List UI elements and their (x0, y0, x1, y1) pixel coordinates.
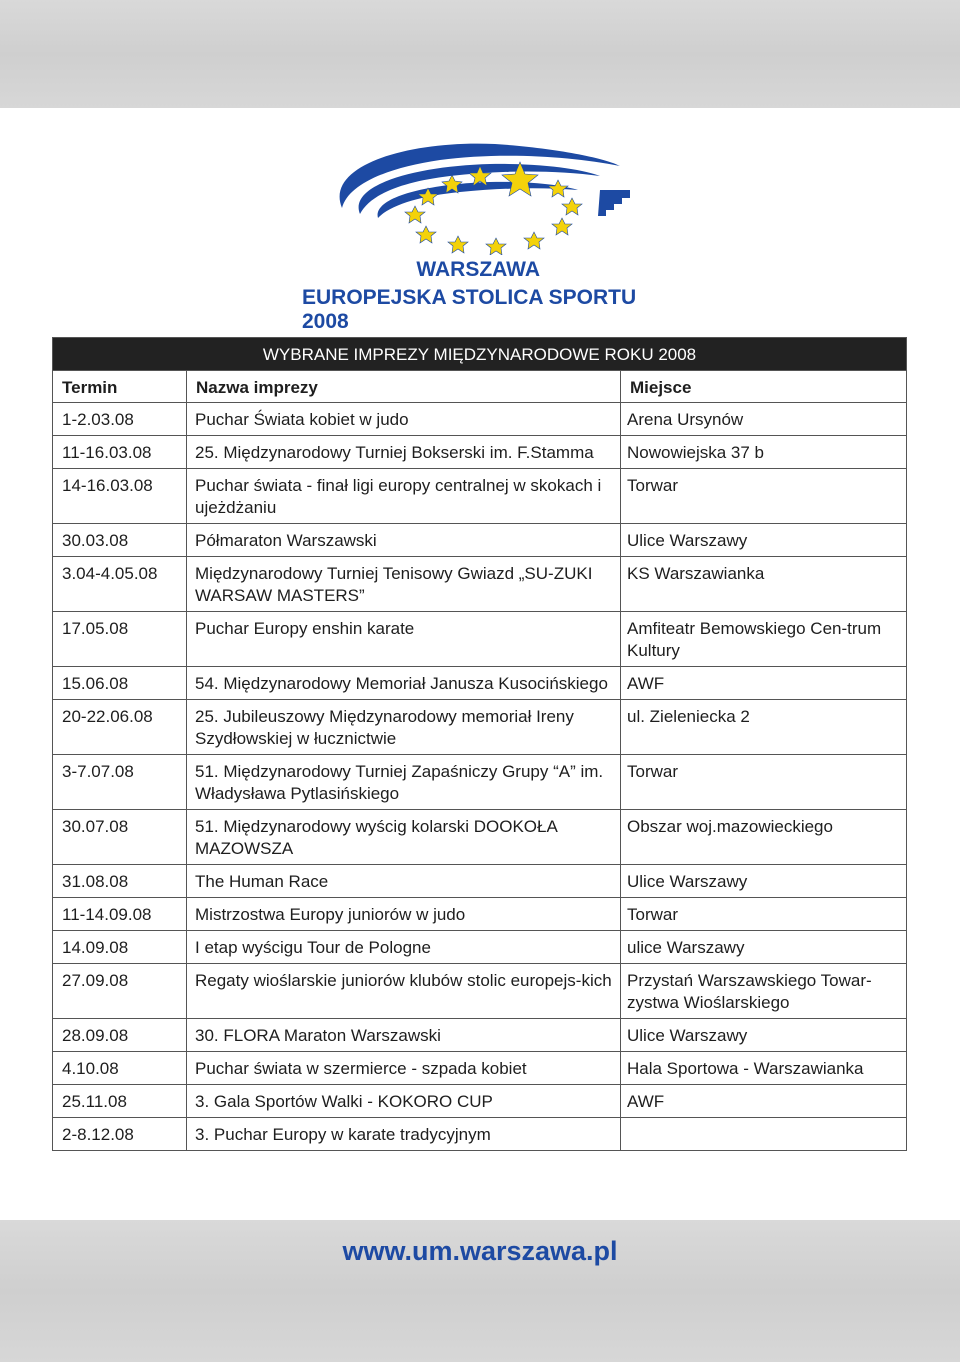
logo-city: WARSZAWA (416, 258, 540, 281)
row-name: Puchar Świata kobiet w judo (187, 403, 621, 436)
row-name: Międzynarodowy Turniej Tenisowy Gwiazd „SU-ZUKI WARSAW MASTERS” (187, 557, 621, 612)
table-row (53, 898, 907, 931)
row-term: 11-16.03.08 (53, 436, 187, 469)
table-row (53, 755, 907, 810)
row-name: 3. Puchar Europy w karate tradycyjnym (187, 1118, 621, 1151)
table-row (53, 557, 907, 612)
row-place: Amfiteatr Bemowskiego Cen-trum Kultury (621, 612, 907, 667)
row-place: ulice Warszawy (621, 931, 907, 964)
row-term: 30.07.08 (53, 810, 187, 865)
row-term: 17.05.08 (53, 612, 187, 667)
row-term: 28.09.08 (53, 1019, 187, 1052)
table-row (53, 865, 907, 898)
row-place: Torwar (621, 755, 907, 810)
row-name: Puchar świata - finał ligi europy centralnej w skokach i ujeżdżaniu (187, 469, 621, 524)
table-row (53, 1118, 907, 1151)
row-place: Ulice Warszawy (621, 524, 907, 557)
row-place: AWF (621, 1085, 907, 1118)
table-row (53, 436, 907, 469)
row-place: KS Warszawianka (621, 557, 907, 612)
row-place: AWF (621, 667, 907, 700)
table-row (53, 964, 907, 1019)
row-place: Arena Ursynów (621, 403, 907, 436)
row-term: 14-16.03.08 (53, 469, 187, 524)
row-name: 51. Międzynarodowy Turniej Zapaśniczy Grupy “A” im. Władysława Pytlasińskiego (187, 755, 621, 810)
row-place: Ulice Warszawy (621, 865, 907, 898)
table-row (53, 700, 907, 755)
table-row (53, 810, 907, 865)
row-place: Ulice Warszawy (621, 1019, 907, 1052)
row-place (621, 1118, 907, 1151)
row-name: Puchar świata w szermierce - szpada kobiet (187, 1052, 621, 1085)
row-name: 25. Jubileuszowy Międzynarodowy memoriał Ireny Szydłowskiej w łucznictwie (187, 700, 621, 755)
row-term: 15.06.08 (53, 667, 187, 700)
row-term: 30.03.08 (53, 524, 187, 557)
table-row (53, 1052, 907, 1085)
top-gray-band (0, 0, 960, 108)
row-name: 25. Międzynarodowy Turniej Bokserski im. F.Stamma (187, 436, 621, 469)
table-row (53, 1085, 907, 1118)
row-place: Torwar (621, 898, 907, 931)
row-term: 27.09.08 (53, 964, 187, 1019)
header-place: Miejsce (621, 371, 907, 403)
logo-subtitle: EUROPEJSKA STOLICA SPORTU 2008 (302, 286, 637, 333)
event-logo (300, 120, 680, 333)
row-place: Przystań Warszawskiego Towar-zystwa Wioślarskiego (621, 964, 907, 1019)
row-name: Puchar Europy enshin karate (187, 612, 621, 667)
row-place: ul. Zieleniecka 2 (621, 700, 907, 755)
row-name: I etap wyścigu Tour de Pologne (187, 931, 621, 964)
footer-url[interactable]: www.um.warszawa.pl (342, 1236, 618, 1266)
row-name: Regaty wioślarskie juniorów klubów stolic europejs-kich (187, 964, 621, 1019)
header-name: Nazwa imprezy (187, 371, 621, 403)
table-row (53, 612, 907, 667)
row-name: Mistrzostwa Europy juniorów w judo (187, 898, 621, 931)
table-title-row (53, 338, 907, 371)
table-row (53, 469, 907, 524)
row-place: Torwar (621, 469, 907, 524)
row-term: 11-14.09.08 (53, 898, 187, 931)
events-table (52, 337, 907, 1151)
row-term: 31.08.08 (53, 865, 187, 898)
header-term: Termin (53, 371, 187, 403)
table-title: WYBRANE IMPREZY MIĘDZYNARODOWE ROKU 2008 (53, 338, 907, 371)
row-name: Półmaraton Warszawski (187, 524, 621, 557)
row-term: 1-2.03.08 (53, 403, 187, 436)
table-row (53, 524, 907, 557)
row-term: 20-22.06.08 (53, 700, 187, 755)
row-term: 2-8.12.08 (53, 1118, 187, 1151)
row-place: Obszar woj.mazowieckiego (621, 810, 907, 865)
row-name: 51. Międzynarodowy wyścig kolarski DOOKOŁA MAZOWSZA (187, 810, 621, 865)
table-row (53, 1019, 907, 1052)
row-name: The Human Race (187, 865, 621, 898)
row-term: 3.04-4.05.08 (53, 557, 187, 612)
star-ring-logo-icon (330, 130, 650, 255)
row-term: 3-7.07.08 (53, 755, 187, 810)
table-row (53, 931, 907, 964)
row-name: 54. Międzynarodowy Memoriał Janusza Kusocińskiego (187, 667, 621, 700)
row-name: 3. Gala Sportów Walki - KOKORO CUP (187, 1085, 621, 1118)
row-place: Nowowiejska 37 b (621, 436, 907, 469)
row-name: 30. FLORA Maraton Warszawski (187, 1019, 621, 1052)
table-header-row (53, 371, 907, 403)
row-term: 4.10.08 (53, 1052, 187, 1085)
row-place: Hala Sportowa - Warszawianka (621, 1052, 907, 1085)
row-term: 14.09.08 (53, 931, 187, 964)
table-row (53, 667, 907, 700)
row-term: 25.11.08 (53, 1085, 187, 1118)
table-row (53, 403, 907, 436)
